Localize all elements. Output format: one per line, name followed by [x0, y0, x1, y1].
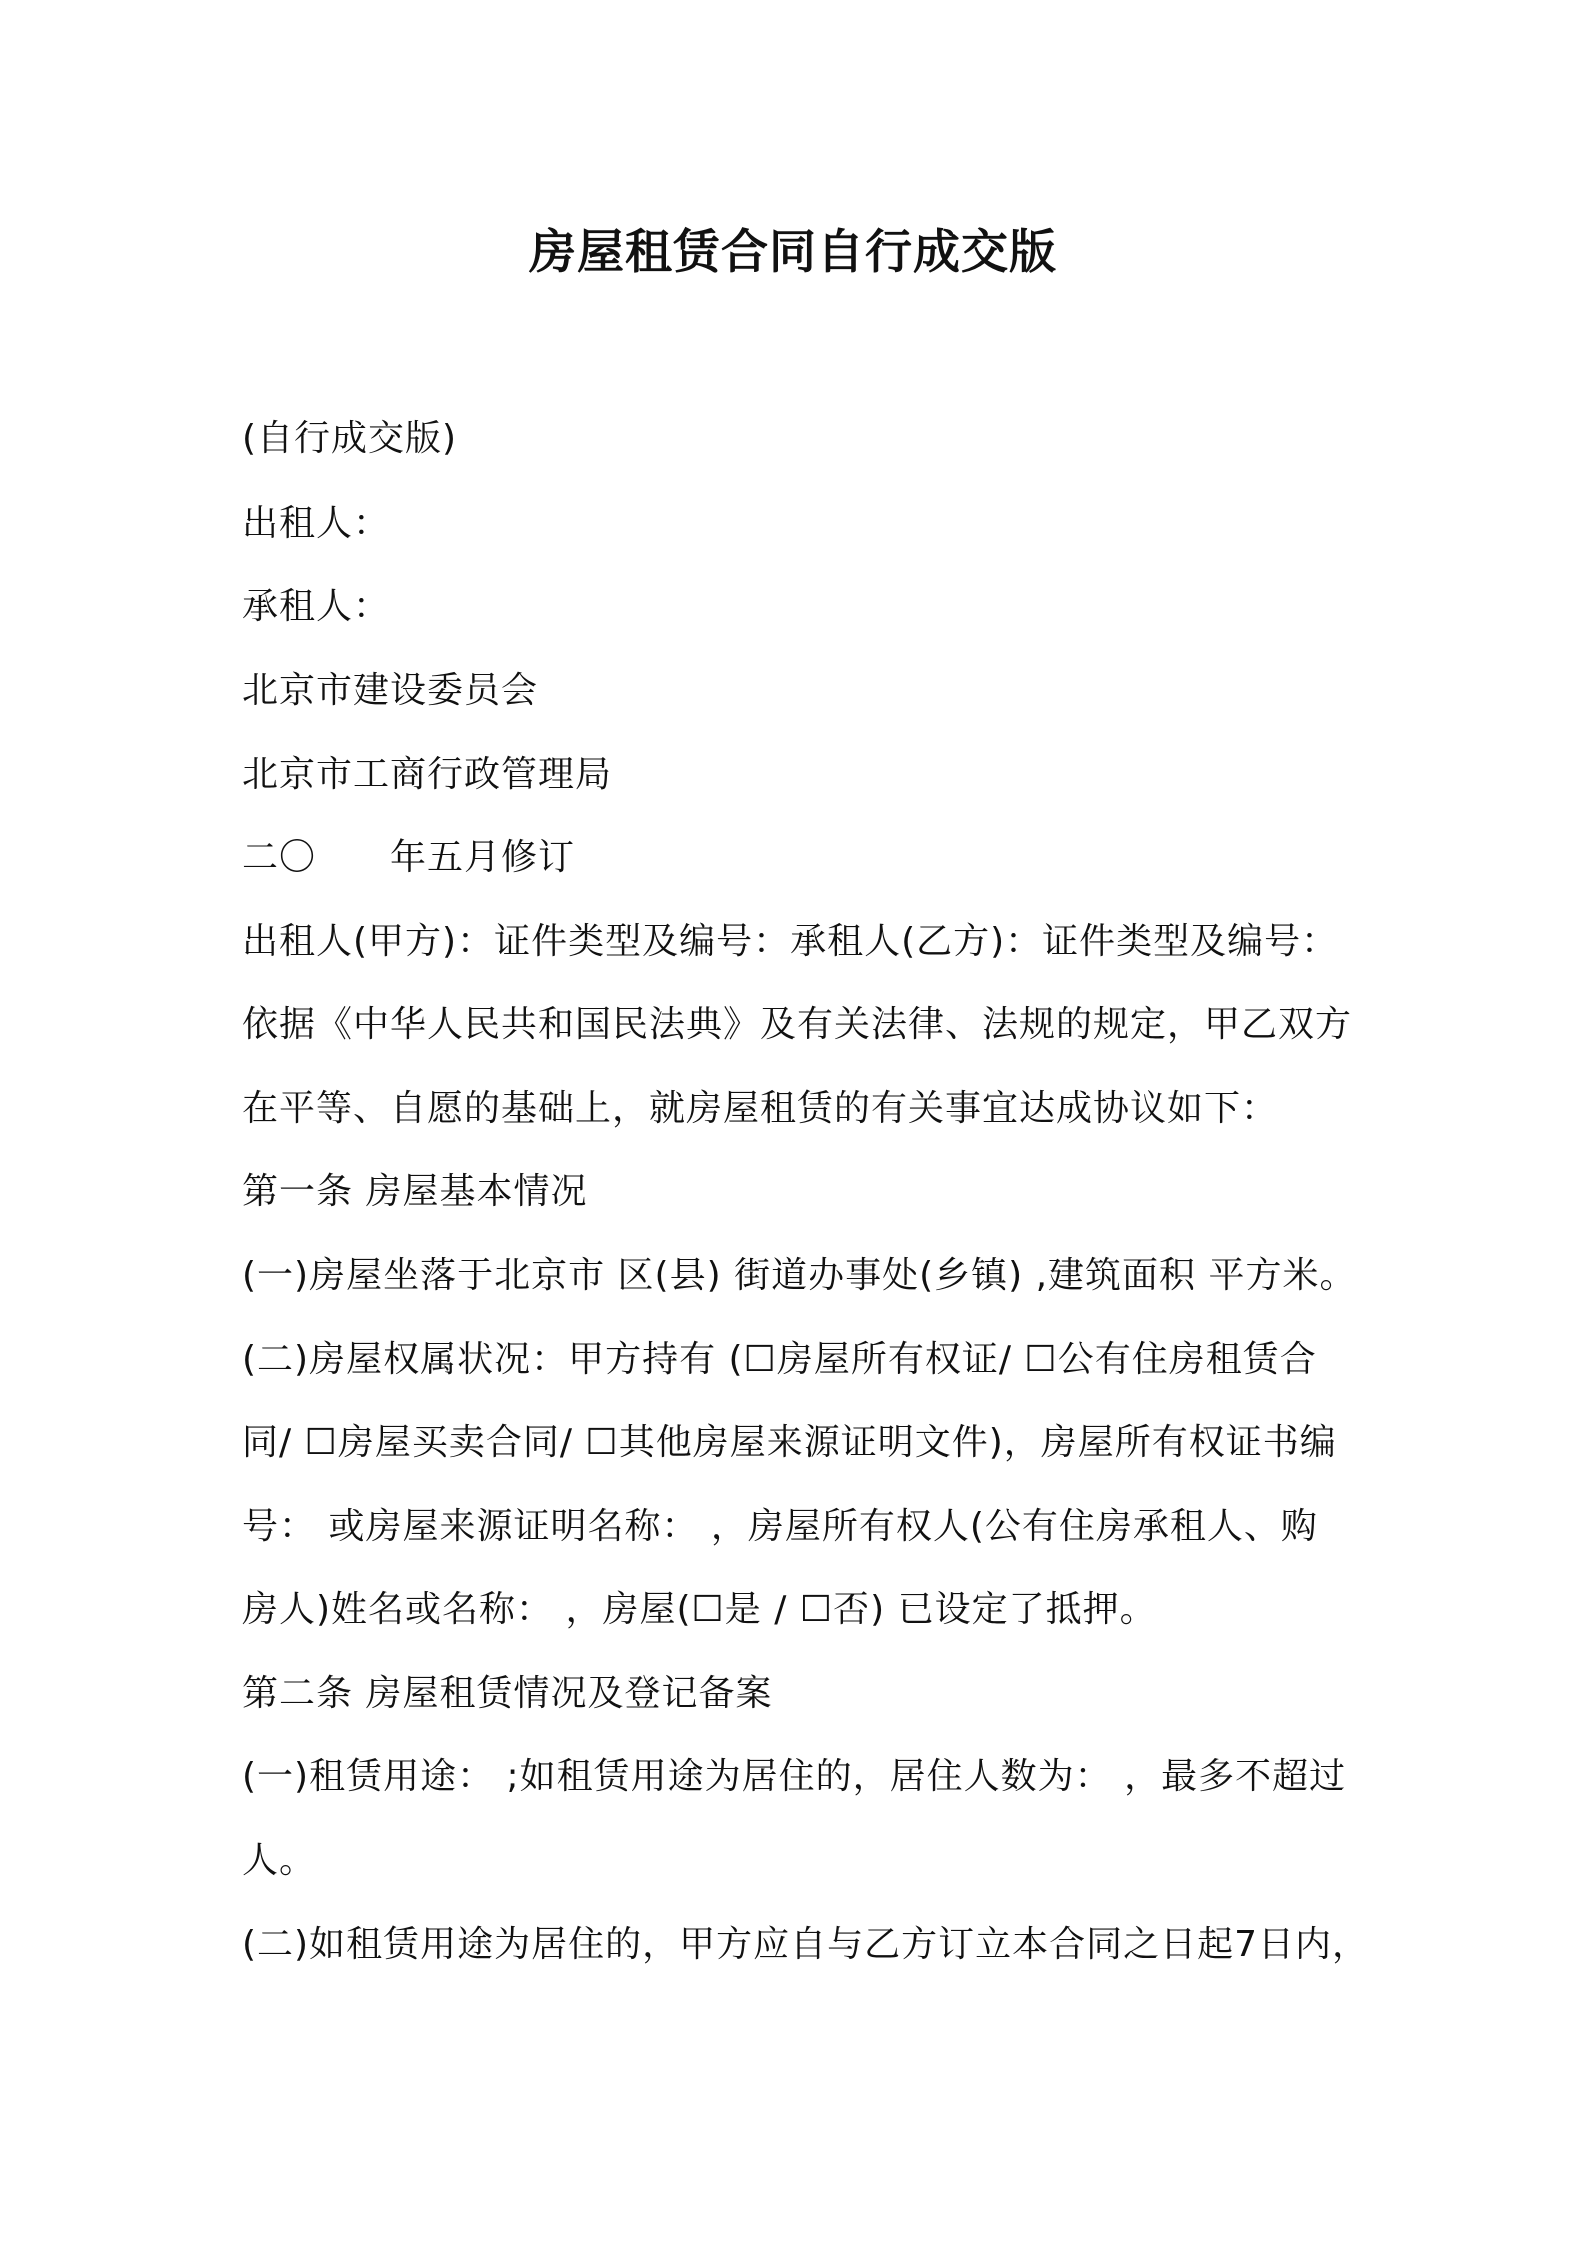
- issuer-line: 北京市工商行政管理局: [242, 754, 613, 795]
- document-title: 房屋租赁合同自行成交版: [529, 225, 1057, 280]
- body-line: 依据《中华人民共和国民法典》及有关法律、法规的规定，甲乙双方: [242, 1004, 1353, 1045]
- revision-line: 二〇 年五月修订: [242, 837, 576, 878]
- body-line: (一)租赁用途： ;如租赁用途为居住的，居住人数为： ，最多不超过: [242, 1756, 1347, 1797]
- issuer-line: 北京市建设委员会: [242, 670, 539, 711]
- body-line: (一)房屋坐落于北京市 区(县) 街道办事处(乡镇) ,建筑面积 平方米。: [242, 1255, 1357, 1296]
- body-line: 房人)姓名或名称： ，房屋(☐是 / ☐否) 已设定了抵押。: [242, 1589, 1157, 1630]
- article-heading: 第一条 房屋基本情况: [242, 1171, 588, 1212]
- body-line: 在平等、自愿的基础上，就房屋租赁的有关事宜达成协议如下：: [242, 1088, 1279, 1129]
- body-line: 人。: [242, 1840, 317, 1881]
- subtitle-line: (自行成交版): [242, 418, 458, 459]
- article-heading: 第二条 房屋租赁情况及登记备案: [242, 1673, 773, 1714]
- body-line: (二)如租赁用途为居住的，甲方应自与乙方订立本合同之日起7日内，: [242, 1924, 1369, 1965]
- parties-line: 出租人(甲方)：证件类型及编号：承租人(乙方)：证件类型及编号：: [242, 921, 1339, 962]
- lessor-line: 出租人：: [242, 503, 391, 544]
- body-line: 号： 或房屋来源证明名称： ，房屋所有权人(公有住房承租人、购: [242, 1506, 1318, 1547]
- body-line: 同/ ☐房屋买卖合同/ ☐其他房屋来源证明文件)，房屋所有权证书编: [242, 1422, 1337, 1463]
- body-line: (二)房屋权属状况：甲方持有 (☐房屋所有权证/ ☐公有住房租赁合: [242, 1339, 1317, 1380]
- lessee-line: 承租人：: [242, 586, 391, 627]
